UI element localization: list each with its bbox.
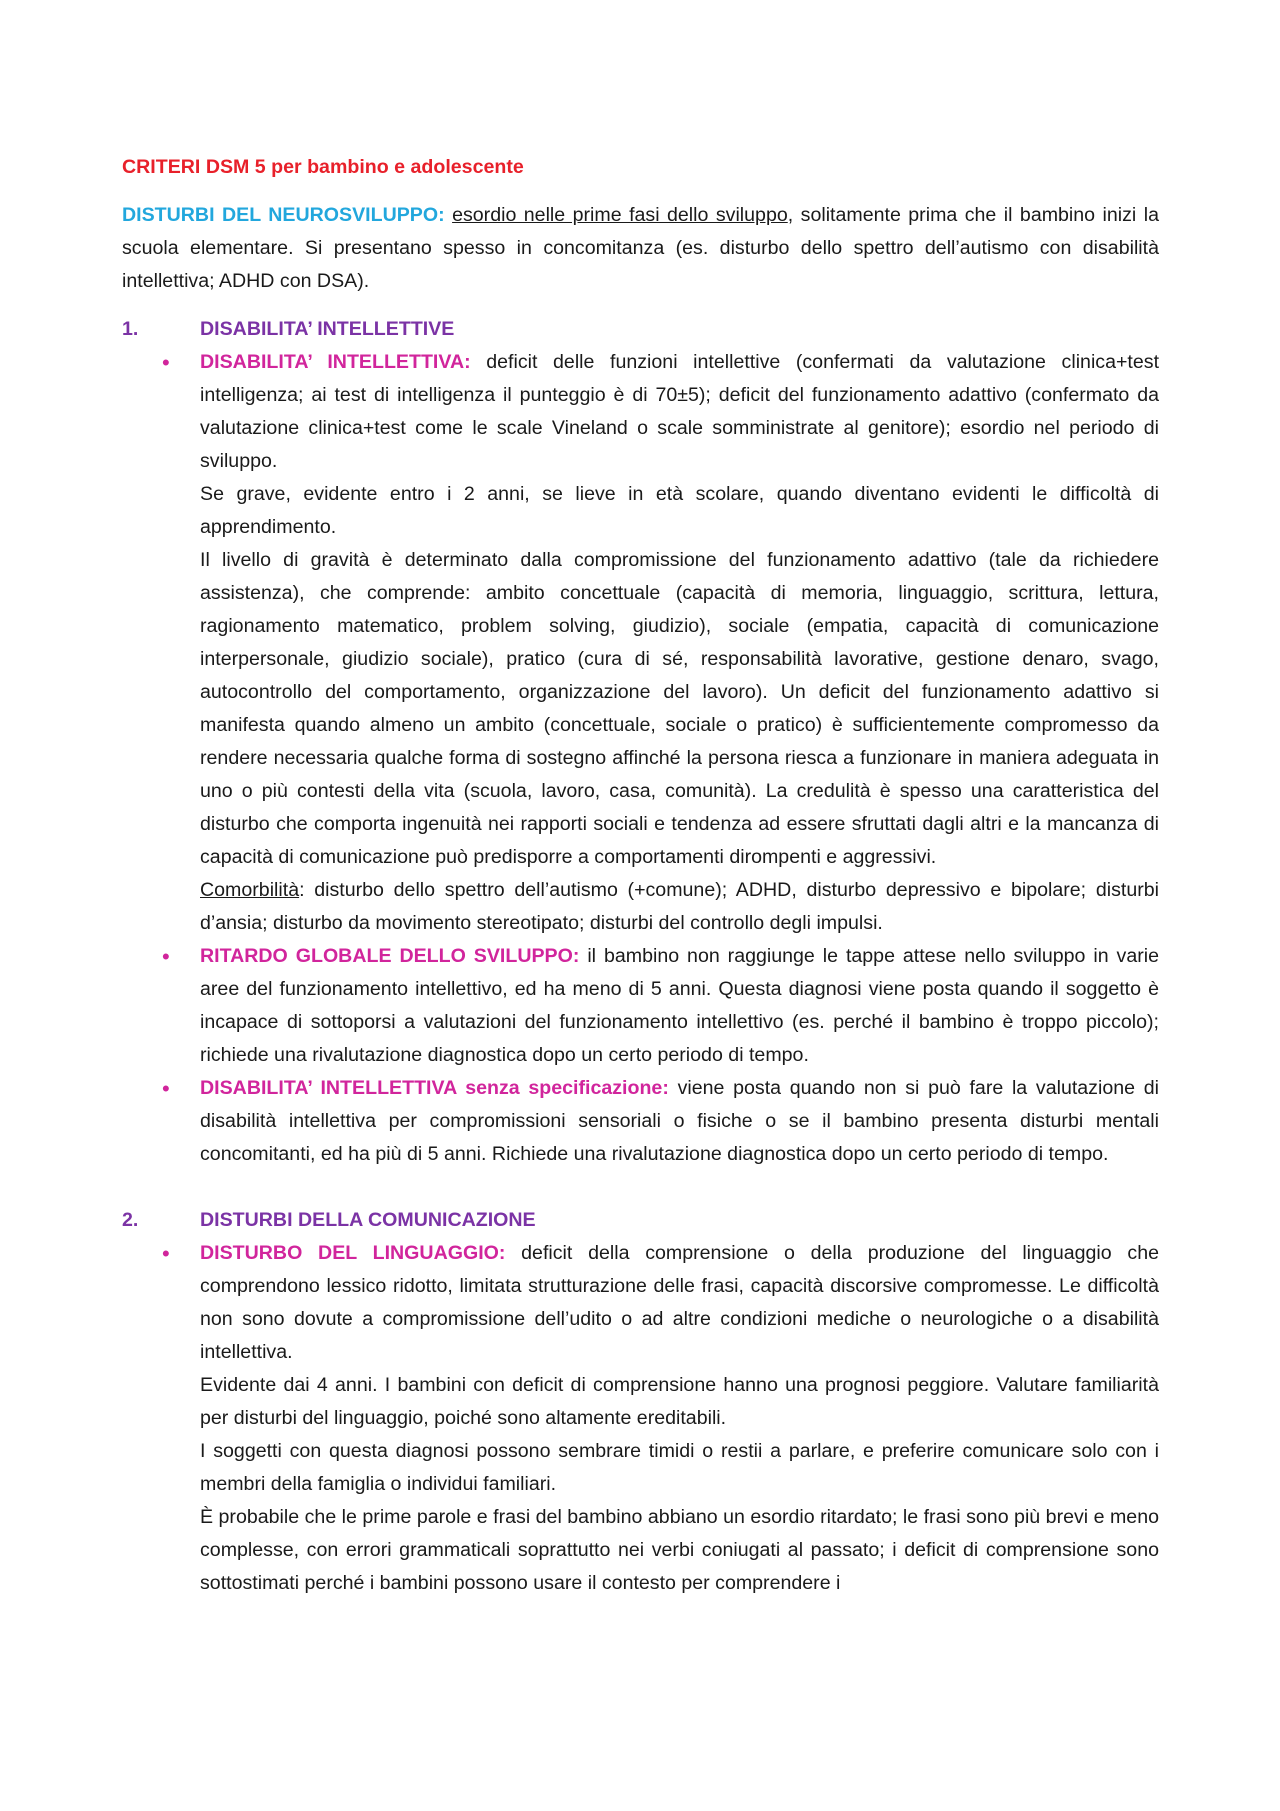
bullet-icon: • <box>162 944 170 969</box>
document-title: CRITERI DSM 5 per bambino e adolescente <box>122 156 524 178</box>
section-title: DISABILITA’ INTELLETTIVE <box>200 318 455 340</box>
item-paragraph <box>200 346 1159 478</box>
item-label: DISABILITA’ INTELLETTIVA senza specificazione: <box>200 1077 669 1099</box>
bullet-icon: • <box>162 350 170 375</box>
item-text: : disturbo dello spettro dell’autismo (+comune); ADHD, disturbo depressivo e bipolare; disturbi d’ansia; disturbo da movimento stereotipato; disturbi del controllo degli impulsi. <box>200 879 1159 934</box>
bullet-icon: • <box>162 1241 170 1266</box>
item-label: DISTURBO DEL LINGUAGGIO: <box>200 1242 506 1264</box>
list-item <box>122 346 1159 940</box>
item-text: viene posta quando non si può fare la valutazione di disabilità intellettiva per compromissioni sensoriali o fisiche o se il bambino presenta disturbi mentali concomitanti, ed ha più di 5 anni. Richiede una rivalutazione diagnostica dopo un certo periodo di tempo. <box>200 1077 1159 1165</box>
item-text: deficit delle funzioni intellettive (confermati da valutazione clinica+test intelligenza; ai test di intelligenza il punteggio è di 70±5); deficit del funzionamento adattivo (confermato da valutazione clinica+test come le scale Vineland o scale somministrate al genitore); esordio nel periodo di sviluppo. <box>200 351 1160 472</box>
item-paragraph: Il livello di gravità è determinato dalla compromissione del funzionamento adattivo (tale da richiedere assistenza), che comprende: ambito concettuale (capacità di memoria, linguaggio, scrittura, lettura, ragionamento matematico, problem solving, giudizio), sociale (empatia, capacità di comunicazione interpersonale, giudizio sociale), pratico (cura di sé, responsabilità lavorative, gestione denaro, svago, autocontrollo del comportamento, organizzazione del lavoro). Un deficit del funzionamento adattivo si manifesta quando almeno un ambito (concettuale, sociale o pratico) è sufficientemente compromesso da rendere necessaria qualche forma di sostegno affinché la persona riesca a funzionare in maniera adeguata in uno o più contesti della vita (scuola, lavoro, casa, comunità). La credulità è spesso una caratteristica del disturbo che comporta ingenuità nei rapporti sociali e tendenza ad essere sfruttati dagli altri e la mancanza di capacità di comunicazione può predisporre a comportamenti dirompenti e aggressivi. <box>200 549 1159 868</box>
section-number: 1. <box>122 318 139 340</box>
item-paragraph <box>200 1072 1159 1171</box>
item-paragraph: È probabile che le prime parole e frasi del bambino abbiano un esordio ritardato; le frasi sono più brevi e meno complesse, con errori grammaticali soprattutto nei verbi coniugati al passato; i deficit di comprensione sono sottostimati perché i bambini possono usare il contesto per comprendere i <box>200 1506 1159 1594</box>
item-paragraph <box>200 1237 1159 1369</box>
section-1-list <box>122 346 1159 1171</box>
item-paragraph: Se grave, evidente entro i 2 anni, se lieve in età scolare, quando diventano evidenti le difficoltà di apprendimento. <box>200 483 1159 538</box>
item-paragraph: I soggetti con questa diagnosi possono sembrare timidi o restii a parlare, e preferire comunicare solo con i membri della famiglia o individui familiari. <box>200 1440 1159 1495</box>
list-item <box>122 940 1159 1072</box>
item-label: RITARDO GLOBALE DELLO SVILUPPO: <box>200 945 580 967</box>
item-text: deficit della comprensione o della produzione del linguaggio che comprendono lessico ridotto, limitata strutturazione delle frasi, capacità discorsive compromesse. Le difficoltà non sono dovute a compromissione dell’udito o ad altre condizioni mediche o neurologiche o a disabilità intellettiva. <box>200 1242 1159 1363</box>
item-paragraph <box>200 940 1159 1072</box>
item-label: DISABILITA’ INTELLETTIVA: <box>200 351 471 373</box>
item-paragraph <box>200 874 1159 940</box>
section-2-list <box>122 1237 1159 1600</box>
list-item <box>122 1072 1159 1171</box>
intro-paragraph <box>122 199 1159 298</box>
section-number: 2. <box>122 1209 139 1231</box>
list-item <box>122 1237 1159 1600</box>
section-title: DISTURBI DELLA COMUNICAZIONE <box>200 1209 536 1231</box>
intro-text: , solitamente prima che il bambino inizi la scuola elementare. Si presentano spesso in concomitanza (es. disturbo dello spettro dell’autismo con disabilità intellettiva; ADHD con DSA). <box>122 204 1159 292</box>
item-paragraph: Evidente dai 4 anni. I bambini con deficit di comprensione hanno una prognosi peggiore. Valutare familiarità per disturbi del linguaggio, poiché sono altamente ereditabili. <box>200 1374 1159 1429</box>
comorbidity-label: Comorbilità <box>200 879 300 901</box>
section-heading-1 <box>122 313 1159 346</box>
section-heading-2 <box>122 1204 1159 1237</box>
item-text: il bambino non raggiunge le tappe attese nello sviluppo in varie aree del funzionamento intellettivo, ed ha meno di 5 anni. Questa diagnosi viene posta quando il soggetto è incapace di sottoporsi a valutazioni del funzionamento intellettivo (es. perché il bambino è troppo piccolo); richiede una rivalutazione diagnostica dopo un certo periodo di tempo. <box>200 945 1160 1066</box>
intro-label: DISTURBI DEL NEUROSVILUPPO: <box>122 204 445 226</box>
document-page <box>122 150 1159 1600</box>
bullet-icon: • <box>162 1076 170 1101</box>
intro-underlined: esordio nelle prime fasi dello sviluppo <box>452 204 788 226</box>
